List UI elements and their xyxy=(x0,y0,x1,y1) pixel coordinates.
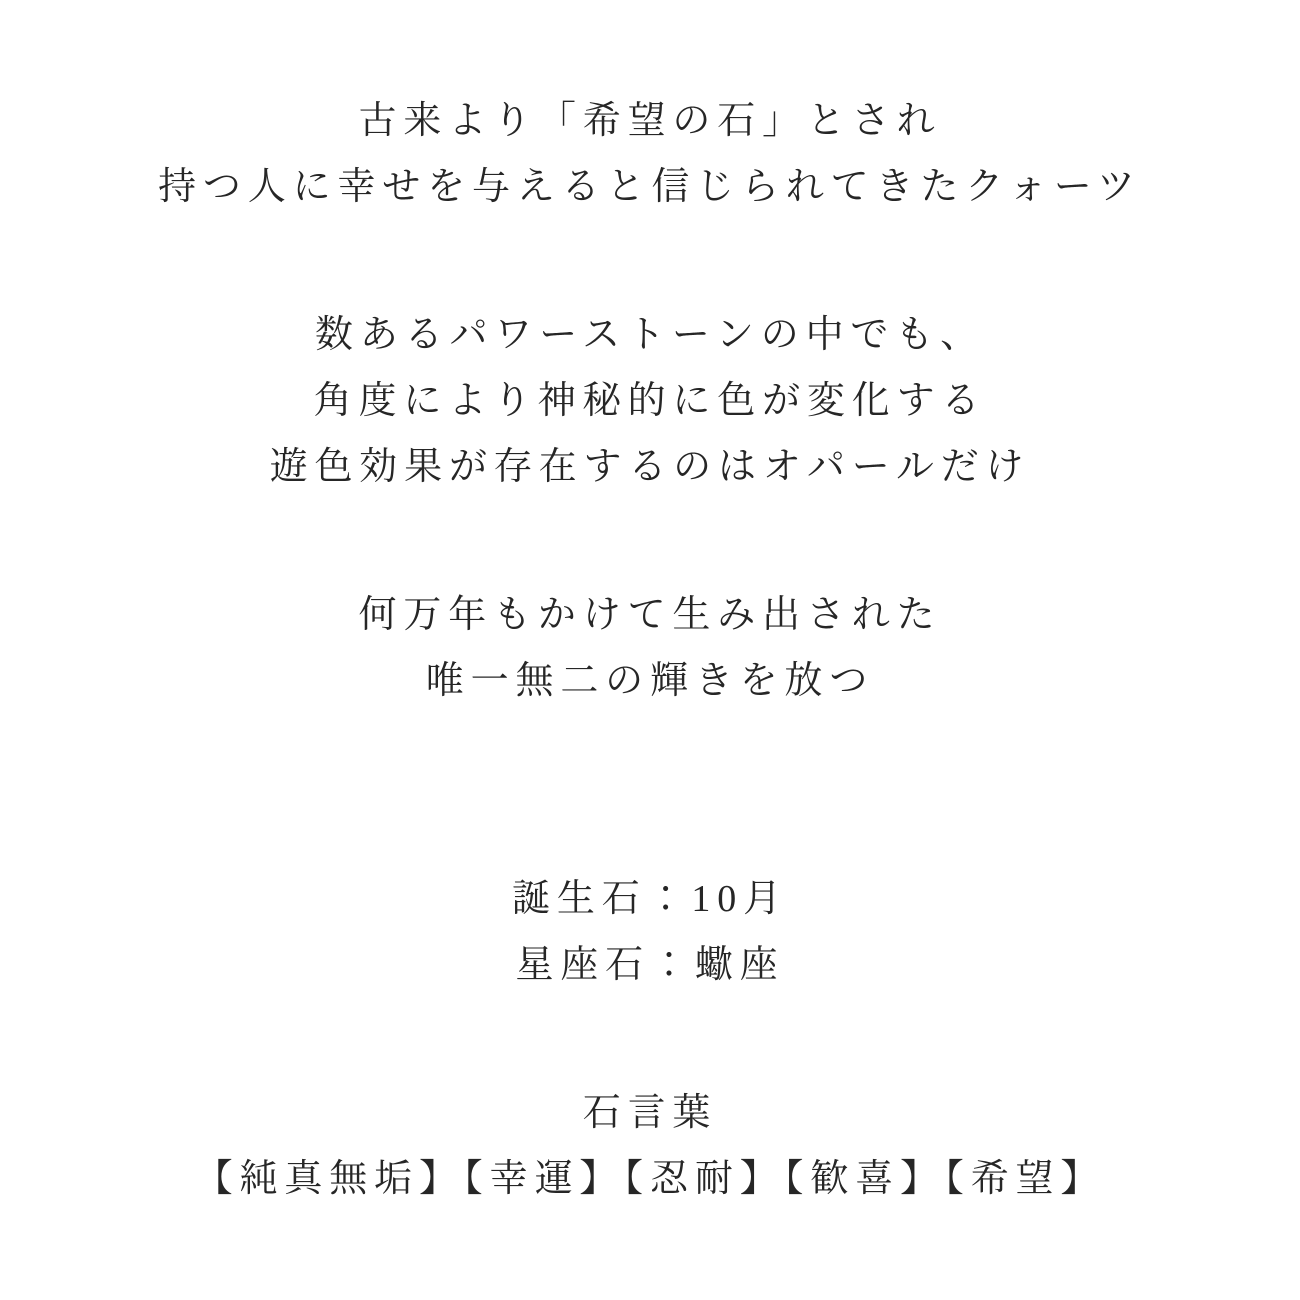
intro-line-1: 古来より「希望の石」とされ xyxy=(358,100,942,142)
intro-line-2: 持つ人に幸せを与えると信じられてきたクォーツ xyxy=(158,166,1142,208)
play-of-color-line-1: 数あるパワーストーンの中でも、 xyxy=(315,314,985,356)
brilliance-paragraph xyxy=(0,582,1300,714)
brilliance-line-2: 唯一無二の輝きを放つ xyxy=(425,660,875,702)
play-of-color-paragraph xyxy=(0,302,1300,500)
stone-language-paragraph xyxy=(0,1080,1300,1212)
play-of-color-line-2: 角度により神秘的に色が変化する xyxy=(313,380,987,422)
stone-info-paragraph xyxy=(0,866,1300,998)
stone-language-heading: 石言葉 xyxy=(582,1092,718,1134)
birthstone-line: 誕生石：10月 xyxy=(512,878,788,920)
stone-language-keywords: 【純真無垢】【幸運】【忍耐】【歓喜】【希望】 xyxy=(194,1158,1106,1200)
play-of-color-line-3: 遊色効果が存在するのはオパールだけ xyxy=(269,446,1031,488)
brilliance-line-1: 何万年もかけて生み出された xyxy=(358,594,942,636)
zodiac-stone-line: 星座石：蠍座 xyxy=(515,944,785,986)
intro-paragraph xyxy=(0,88,1300,220)
